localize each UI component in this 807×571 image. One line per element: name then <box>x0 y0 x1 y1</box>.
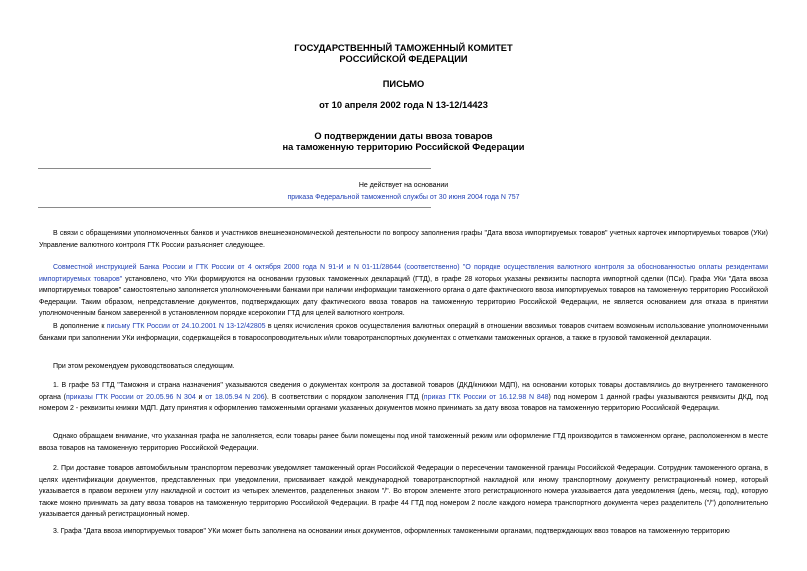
document-date: от 10 апреля 2002 года N 13-12/14423 <box>319 100 488 110</box>
paragraph-addition-pre: В дополнение к <box>53 323 107 330</box>
subject-line-2: на таможенную территорию Российской Федерации <box>282 142 525 152</box>
paragraph-item-3: 3. Графа "Дата ввоза импортируемых товаров" УКи может быть заполнена на основании иных документов, оформленных таможенными органами, подтверждающих ввоз товаров на таможенную территорию <box>53 528 730 535</box>
paragraph-instruction <box>39 262 768 320</box>
validity-notice: Не действует на основании <box>358 182 449 189</box>
issuer-line-2: РОССИЙСКОЙ ФЕДЕРАЦИИ <box>339 54 468 64</box>
joint-instruction-link[interactable]: Совместной инструкцией Банка России и ГТК России от 4 октября 2000 года N 91-И и N 01-11/28644 (соответственно) "О порядке осуществления валютного контроля за обоснованностью оплаты резидентами импортируемых товаров" <box>39 264 768 283</box>
document-type: ПИСЬМО <box>382 79 425 89</box>
order-304-link[interactable]: приказы ГТК России от 20.05.96 N 304 <box>65 393 196 401</box>
paragraph-addition <box>39 321 768 344</box>
paragraph-note: Однако обращаем внимание, что указанная графа не заполняется, если товары ранее были помещены под иной таможенный режим или оформление ГТД производится в таможенном органе, расположенном в месте ввоза товаров на таможенную территорию Российской Федерации. <box>39 433 768 452</box>
paragraph-item-2: 2. При доставке товаров автомобильным транспортом перевозчик уведомляет таможенный орган Российской Федерации о пересечении таможенной границы Российской Федерации. Сотрудник таможенного органа, в целях идентификации документов, представленных при уведомлении, присваивает каждой международной товаротранспортной накладной или иному транспортному документу регистрационный номер, который указывается в правом верхнем углу накладной и состоит из четырех элементов, разделенных знаком "/". Во втором элементе этого регистрационного номера указывается дата уведомления (день, месяц, год), которую также можно принимать за дату ввоза товаров на таможенную территорию Российской Федерации. В графе 44 ГТД под номером 2 после каждого номера транспортного документа через разделитель ("/") дополнительно указывается данный регистрационный номер. <box>39 465 768 518</box>
issuer-line-1: ГОСУДАРСТВЕННЫЙ ТАМОЖЕННЫЙ КОМИТЕТ <box>294 43 513 53</box>
top-divider <box>38 168 431 169</box>
bottom-divider <box>38 207 431 208</box>
paragraph-recommendation: При этом рекомендуем руководствоваться следующим. <box>53 363 235 370</box>
item-1-text-c: ). В соответствии с порядком заполнения ГТД ( <box>264 393 424 401</box>
paragraph-item-1 <box>39 380 768 415</box>
subject-line-1: О подтверждении даты ввоза товаров <box>314 131 493 141</box>
item-1-text-b: и <box>195 393 206 401</box>
item-1-text-d: ) под номером 1 данной графы указываются реквизиты ДКД, под номером 2 - реквизиты книжки МДП. Дату принятия к оформлению таможенными органами указанных документов можно принимать за дату ввоза товаров на таможенную территорию Российской Федерации. <box>39 393 768 412</box>
item-1-text-a: 1. В графе 53 ГТД "Таможня и страна назначения" указываются сведения о документах контроля за доставкой товаров (ДКД/книжки МДП), на основании которых товары доставлялись до внутреннего таможенного органа ( <box>39 382 768 401</box>
letter-gtk-link[interactable]: письму ГТК России от 24.10.2001 N 13-12/42805 <box>106 323 266 330</box>
paragraph-instruction-text: установлено, что УКи формируются на основании грузовых таможенных деклараций (ГТД), в графе 28 которых указаны реквизиты паспорта импортной сделки (ПСи). Графа УКи "Дата ввоза импортируемых товаров" самостоятельно заполняется уполномоченными банками при наличии информации таможенного органа о дате фактического ввоза импортируемых товаров на таможенную территорию Российской Федерации. Таким образом, непредставление документов, подтверждающих дату фактического ввоза товаров на таможенную территорию Российской Федерации, не является основанием для отказа в принятии уполномоченным банком заверенной в установленном порядке ксерокопии ГТД для целей валютного контроля. <box>39 275 768 317</box>
repeal-order-link[interactable]: приказа Федеральной таможенной службы от 30 июня 2004 года N 757 <box>287 194 520 201</box>
paragraph-intro: В связи с обращениями уполномоченных банков и участников внешнеэкономической деятельности по вопросу заполнения графы "Дата ввоза импортируемых товаров" учетных карточек импортируемых товаров (УКи) Управление валютного контроля ГТК России разъясняет следующее. <box>39 230 768 249</box>
order-848-link[interactable]: приказ ГТК России от 16.12.98 N 848 <box>423 393 549 401</box>
paragraph-addition-post: в целях исчисления сроков осуществления валютных операций в отношении ввозимых товаров считаем возможным использование уполномоченными банками при заполнении УКи информации, содержащейся в товаросопроводительных и/или товаротранспортных документах с отметками таможенных органов, а также в грузовой таможенной декларации. <box>39 323 768 342</box>
order-206-link[interactable]: от 18.05.94 N 206 <box>205 393 265 401</box>
